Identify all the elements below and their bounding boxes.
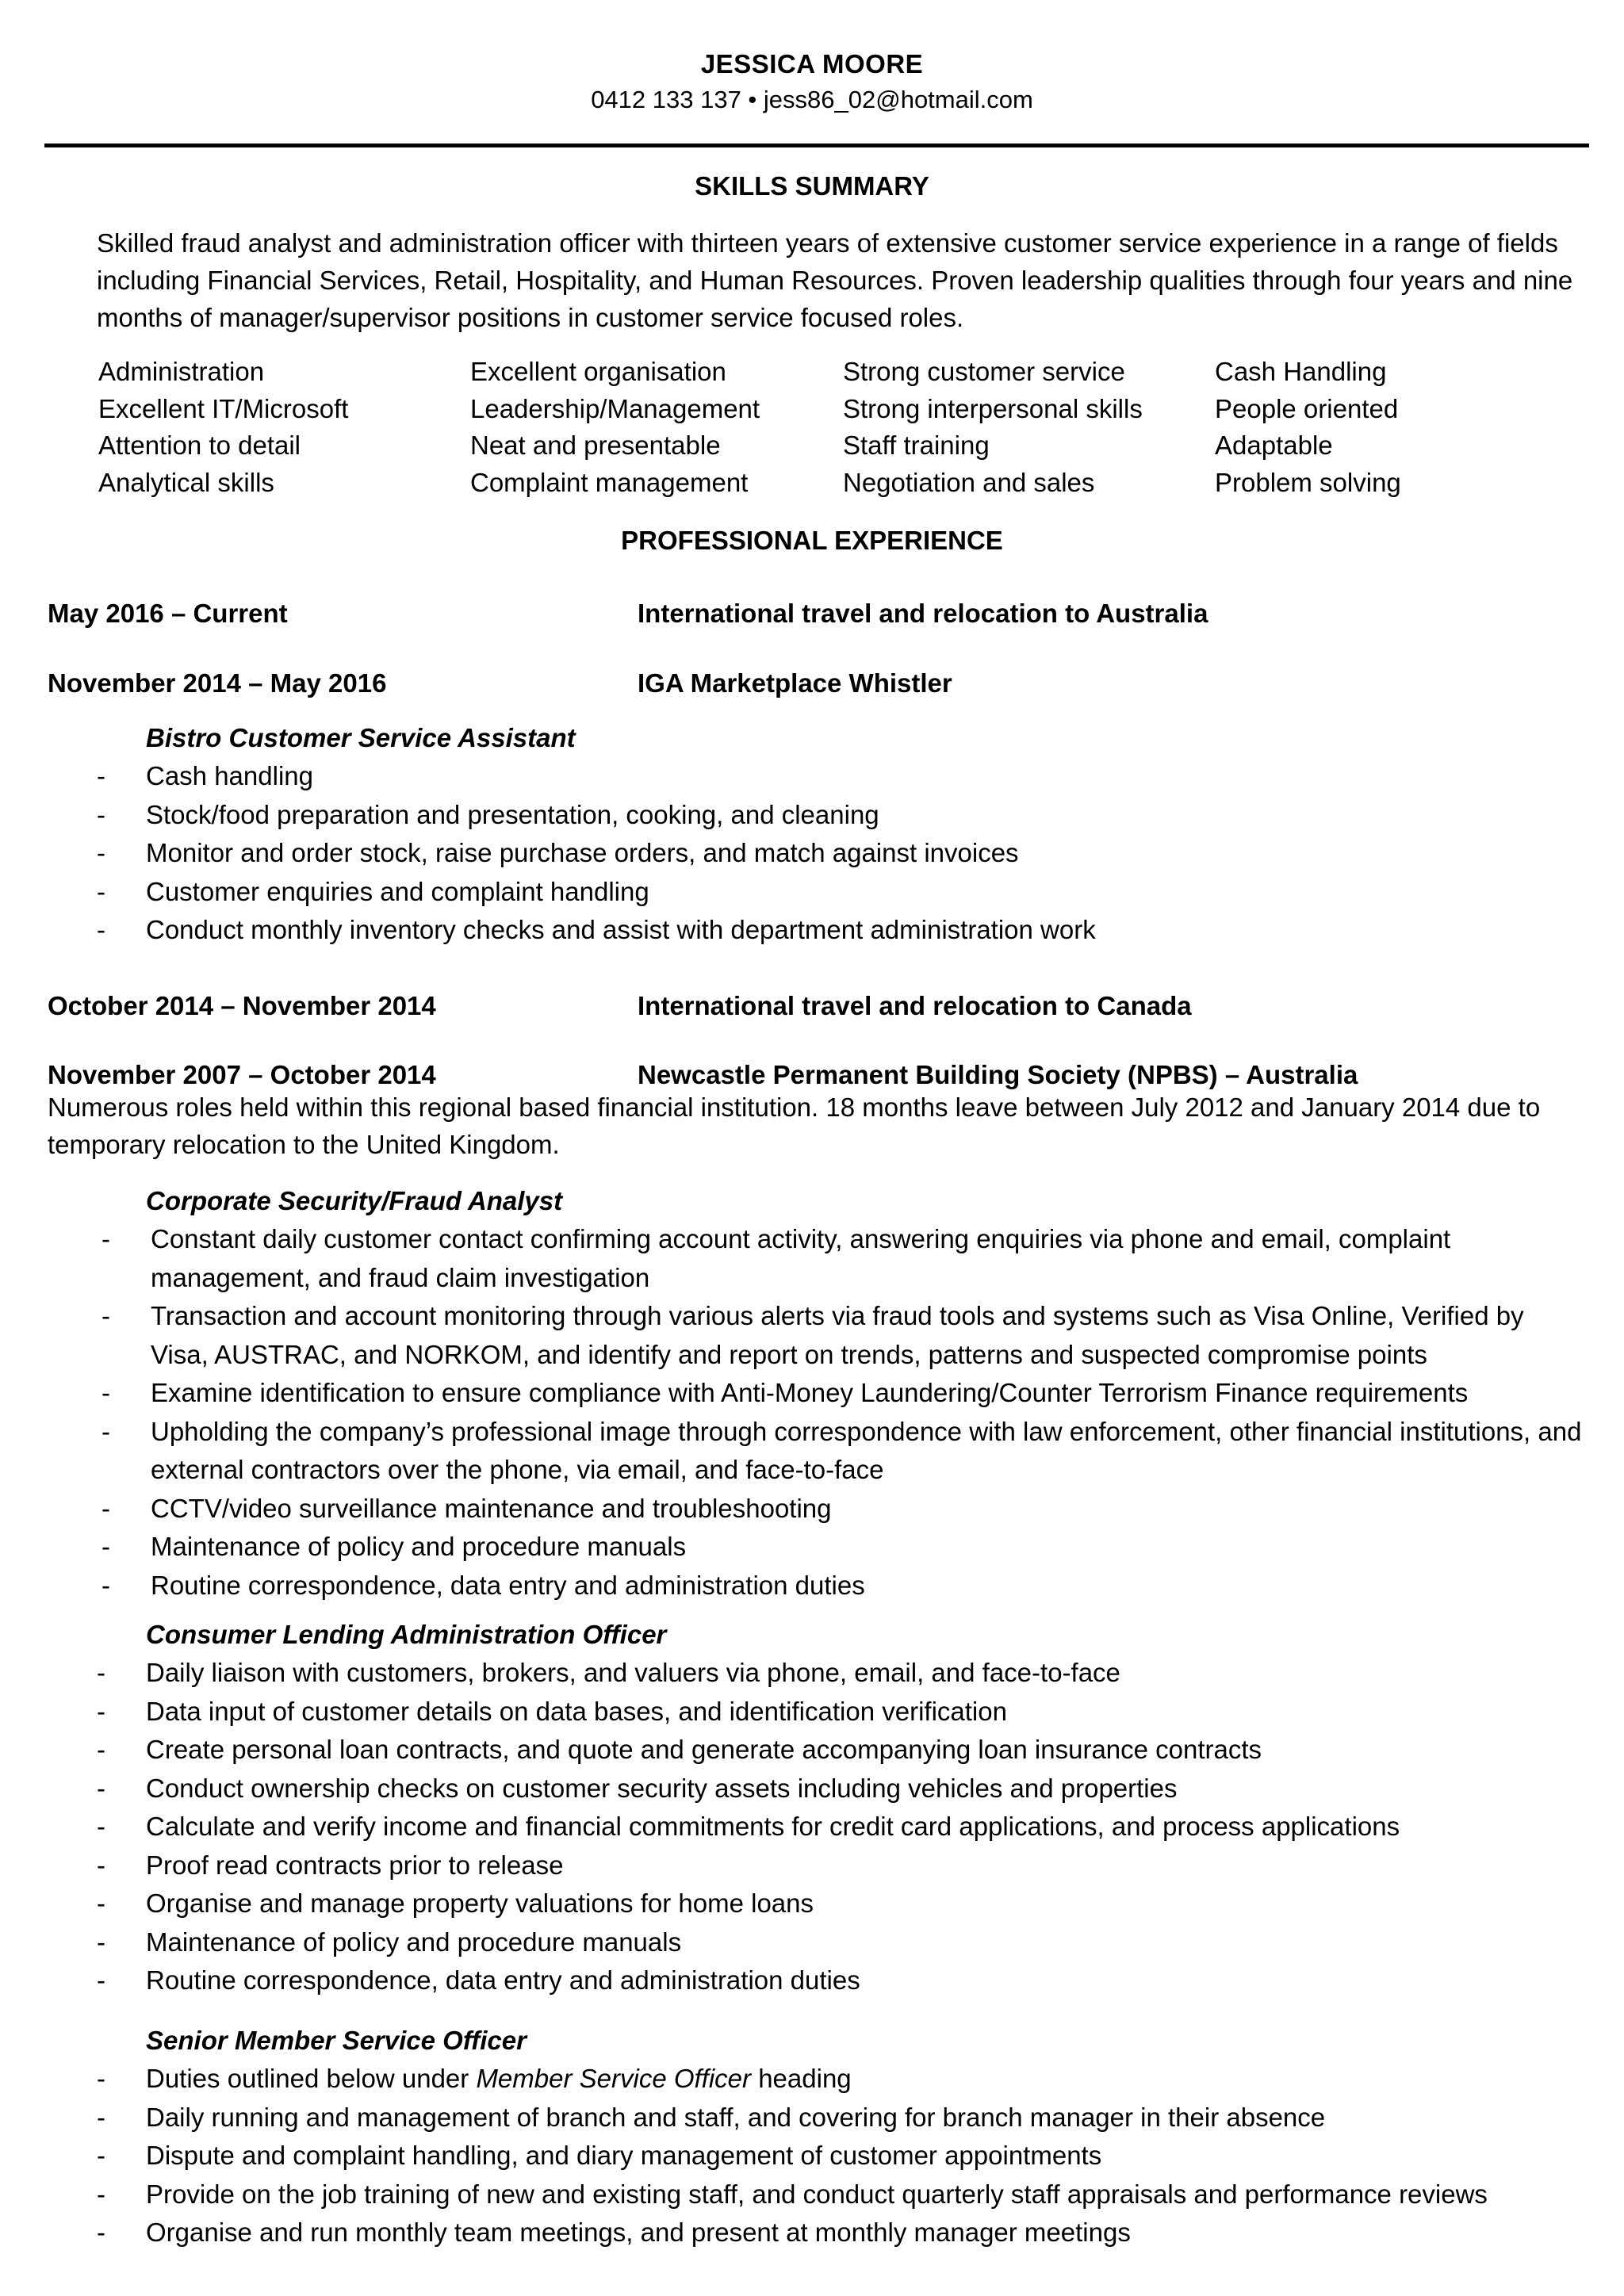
skill-item: Analytical skills (98, 467, 274, 497)
duty-text: Proof read contracts prior to release (146, 1850, 564, 1880)
job-dates: November 2007 – October 2014 (48, 1060, 436, 1089)
skill-item: People oriented (1215, 393, 1399, 423)
role-title: Consumer Lending Administration Officer (146, 1620, 667, 1649)
duty-text: Monitor and order stock, raise purchase orders, and match against invoices (146, 838, 1019, 867)
duty-text: Upholding the company’s professional image through correspondence with law enforcement, other financial institutions, and external contractors over the phone, via email, and face-to-face (151, 1416, 1582, 1484)
dash-bullet: - (97, 1850, 105, 1880)
dash-bullet: - (97, 1658, 105, 1687)
dash-bullet: - (97, 799, 105, 829)
dash-bullet: - (97, 2141, 105, 2170)
skills-column (843, 354, 1143, 501)
duty-text: Calculate and verify income and financial commitments for credit card applications, and process applications (146, 1812, 1400, 1841)
dash-bullet: - (97, 761, 105, 790)
dash-bullet: - (97, 2218, 105, 2247)
list-item (102, 1297, 1586, 1374)
list-item (102, 1413, 1586, 1490)
duty-text: Data input of customer details on data bases, and identification verification (146, 1696, 1007, 1726)
list-item (97, 1654, 1589, 1693)
duty-text: Stock/food preparation and presentation, cooking, and cleaning (146, 799, 879, 829)
list-item (97, 2060, 1597, 2099)
header-divider (44, 144, 1589, 147)
npbs-description: Numerous roles held within this regional based financial institution. 18 months leave between July 2012 and January 2014 due to temporary relocation to the United Kingdom. (48, 1093, 1541, 1159)
dash-bullet: - (97, 1773, 105, 1803)
dash-bullet: - (97, 2064, 105, 2093)
skill-item: Negotiation and sales (843, 467, 1095, 497)
dash-bullet: - (97, 1735, 105, 1764)
skill-item: Problem solving (1215, 467, 1401, 497)
duty-text: Organise and manage property valuations for home loans (146, 1888, 814, 1918)
duty-text: Conduct monthly inventory checks and assist with department administration work (146, 915, 1096, 944)
skills-summary-paragraph: Skilled fraud analyst and administration officer with thirteen years of extensive customer service experience in a range of fields including Financial Services, Retail, Hospitality, and Human Resources. Proven leadership qualities through four years and nine months of manager/supervisor positions in customer service focused roles. (97, 228, 1573, 332)
list-item (102, 1490, 1586, 1529)
skill-item: Cash Handling (1215, 357, 1387, 386)
list-item (97, 911, 1573, 950)
duty-text: Create personal loan contracts, and quote and generate accompanying loan insurance contracts (146, 1735, 1262, 1764)
list-item (102, 1374, 1586, 1413)
dash-bullet: - (102, 1532, 110, 1561)
list-item (97, 2214, 1597, 2252)
dash-bullet: - (102, 1224, 110, 1253)
dash-bullet: - (97, 1696, 105, 1726)
list-item (97, 1961, 1589, 2000)
role-duties-list (97, 757, 1573, 950)
list-item (97, 1846, 1589, 1885)
skill-item: Neat and presentable (470, 430, 721, 460)
list-item (97, 757, 1573, 796)
dash-bullet: - (97, 1812, 105, 1841)
skill-item: Administration (98, 357, 265, 386)
dash-bullet: - (97, 838, 105, 867)
job-employer: IGA Marketplace Whistler (638, 668, 952, 698)
duty-text: Maintenance of policy and procedure manuals (146, 1927, 682, 1957)
skills-column (470, 354, 760, 501)
duty-text: Examine identification to ensure compliance with Anti-Money Laundering/Counter Terrorism Finance requirements (151, 1378, 1469, 1407)
experience-heading: PROFESSIONAL EXPERIENCE (621, 526, 1003, 555)
dash-bullet: - (102, 1378, 110, 1407)
list-item (97, 1731, 1589, 1770)
role-title: Senior Member Service Officer (146, 2026, 527, 2055)
skills-summary-heading: SKILLS SUMMARY (695, 171, 929, 201)
list-item (102, 1567, 1586, 1605)
dash-bullet: - (102, 1493, 110, 1523)
duty-text: Daily liaison with customers, brokers, and valuers via phone, email, and face-to-face (146, 1658, 1120, 1687)
skills-column (98, 354, 348, 501)
skill-item: Excellent IT/Microsoft (98, 393, 349, 423)
skill-item: Excellent organisation (470, 357, 726, 386)
dash-bullet: - (97, 2179, 105, 2209)
dash-bullet: - (97, 2102, 105, 2132)
role-duties-list (97, 2060, 1597, 2252)
role-title: Corporate Security/Fraud Analyst (146, 1186, 563, 1215)
list-item (97, 834, 1573, 873)
list-item (102, 1220, 1586, 1297)
duty-text: Routine correspondence, data entry and administration duties (151, 1570, 865, 1600)
duty-text: Provide on the job training of new and existing staff, and conduct quarterly staff appraisals and performance reviews (146, 2179, 1488, 2209)
list-item (97, 1693, 1589, 1732)
list-item (97, 1923, 1589, 1962)
duty-text: Dispute and complaint handling, and diary management of customer appointments (146, 2141, 1102, 2170)
list-item (97, 1770, 1589, 1808)
dash-bullet: - (97, 915, 105, 944)
duty-text: Organise and run monthly team meetings, and present at monthly manager meetings (146, 2218, 1131, 2247)
duty-text: CCTV/video surveillance maintenance and troubleshooting (151, 1493, 832, 1523)
role-title: Bistro Customer Service Assistant (146, 723, 576, 752)
dash-bullet: - (102, 1570, 110, 1600)
role-duties-list (102, 1220, 1586, 1605)
list-item (97, 2137, 1597, 2175)
skill-item: Leadership/Management (470, 393, 760, 423)
job-employer: Newcastle Permanent Building Society (NPBS) – Australia (638, 1060, 1358, 1089)
skill-item: Complaint management (470, 467, 749, 497)
skill-item: Strong interpersonal skills (843, 393, 1143, 423)
dash-bullet: - (97, 1965, 105, 1995)
duty-text-emphasis: Member Service Officer (476, 2064, 752, 2093)
list-item (97, 1808, 1589, 1846)
job-dates: November 2014 – May 2016 (48, 668, 387, 698)
duty-text-post: heading (751, 2064, 852, 2093)
skill-item: Strong customer service (843, 357, 1125, 386)
job-employer: International travel and relocation to Canada (638, 991, 1192, 1020)
list-item (97, 2175, 1597, 2214)
duty-text: Conduct ownership checks on customer security assets including vehicles and properties (146, 1773, 1178, 1803)
dash-bullet: - (97, 1888, 105, 1918)
dash-bullet: - (97, 876, 105, 906)
dash-bullet: - (97, 1927, 105, 1957)
skill-item: Attention to detail (98, 430, 301, 460)
skill-item: Staff training (843, 430, 990, 460)
duty-text: Daily running and management of branch and staff, and covering for branch manager in their absence (146, 2102, 1326, 2132)
job-dates: May 2016 – Current (48, 599, 288, 628)
duty-text: Maintenance of policy and procedure manuals (151, 1532, 687, 1561)
job-employer: International travel and relocation to Australia (638, 599, 1208, 628)
list-item (97, 796, 1573, 835)
dash-bullet: - (102, 1416, 110, 1446)
skill-item: Adaptable (1215, 430, 1333, 460)
job-dates: October 2014 – November 2014 (48, 991, 436, 1020)
duty-text: Customer enquiries and complaint handling (146, 876, 649, 906)
duty-text: Constant daily customer contact confirming account activity, answering enquiries via phone and email, complaint management, and fraud claim investigation (151, 1224, 1451, 1292)
duty-text: Routine correspondence, data entry and administration duties (146, 1965, 860, 1995)
contact-line: 0412 133 137 • jess86_02@hotmail.com (591, 86, 1033, 113)
duty-text: Cash handling (146, 761, 313, 790)
skills-column (1215, 354, 1401, 501)
dash-bullet: - (102, 1301, 110, 1330)
duty-text-pre: Duties outlined below under (146, 2064, 477, 2093)
role-duties-list (97, 1654, 1589, 2000)
list-item (102, 1528, 1586, 1567)
list-item (97, 873, 1573, 912)
candidate-name: JESSICA MOORE (700, 49, 924, 78)
duty-text: Transaction and account monitoring through various alerts via fraud tools and systems such as Visa Online, Verified by Visa, AUSTRAC, and NORKOM, and identify and report on trends, patterns and suspected compromise points (151, 1301, 1524, 1369)
list-item (97, 2099, 1597, 2137)
list-item (97, 1885, 1589, 1923)
